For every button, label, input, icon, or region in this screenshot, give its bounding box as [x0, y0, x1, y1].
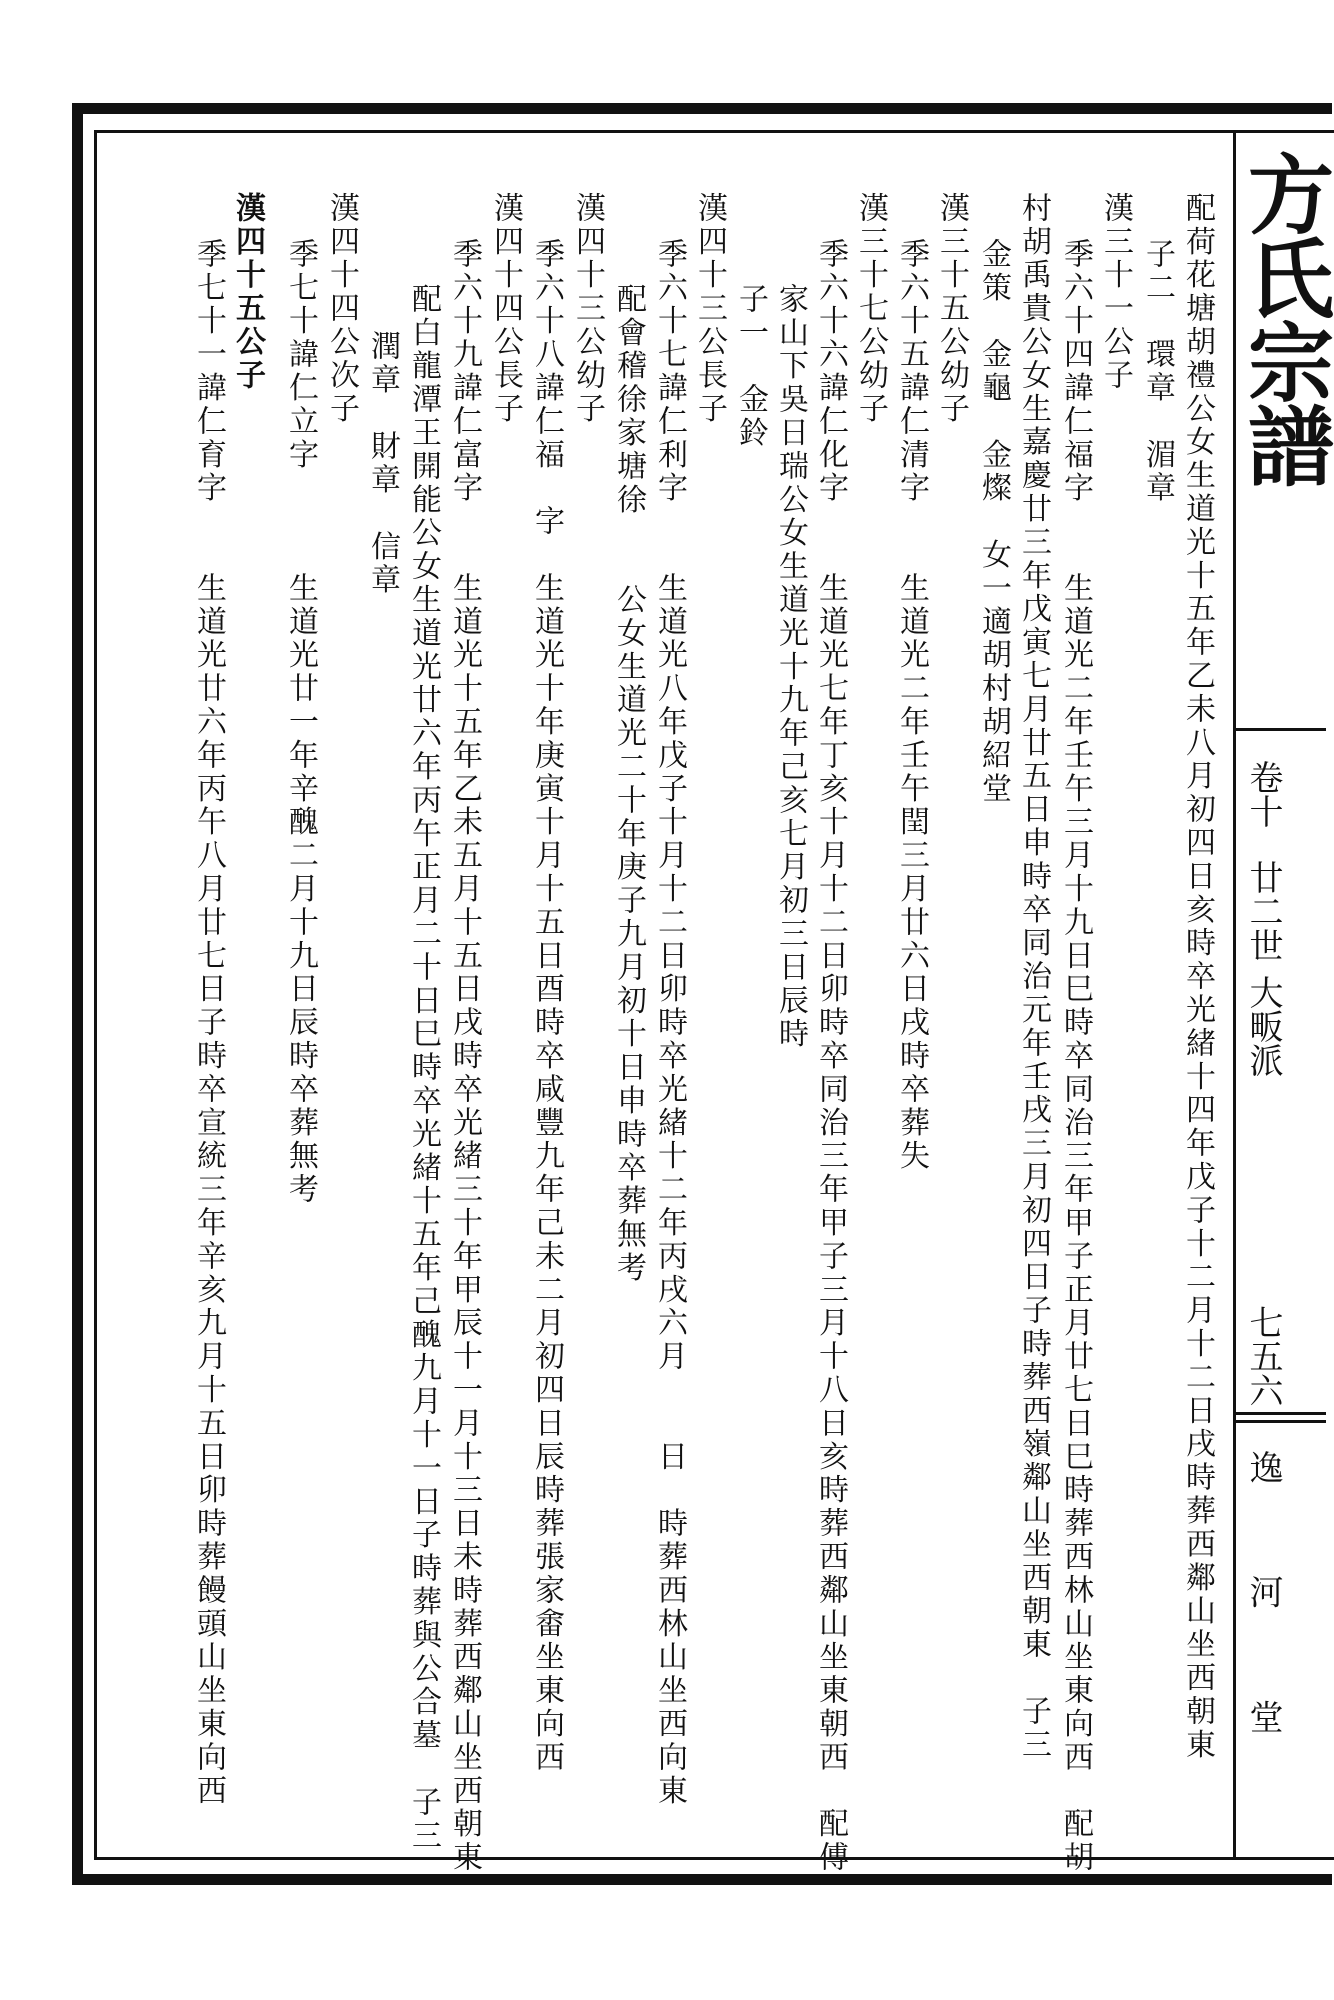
text-column: 漢四十五公子	[230, 192, 265, 393]
text-column: 季七十諱仁立字 生道光廿一年辛醜二月十九日辰時卒葬無考	[283, 238, 318, 1207]
volume-label: 卷十	[1243, 760, 1283, 828]
text-column: 漢四十三公幼子	[570, 192, 605, 426]
text-column: 季六十五諱仁清字 生道光二年壬午閏三月廿六日戌時卒葬失	[894, 238, 929, 1174]
text-column: 潤章 財章 信章	[365, 330, 400, 598]
text-column: 配白龍潭王開能公女生道光廿六年丙午正月二十日巳時卒光緒十五年己醜九月十一日子時葬與公合墓 子三	[406, 283, 441, 1853]
text-column: 漢三十七公幼子	[853, 192, 888, 426]
text-column: 配荷花塘胡禮公女生道光十五年乙未八月初四日亥時卒光緒十四年戊子十二月十二日戌時葬西鄰山坐西朝東	[1180, 192, 1215, 1762]
text-column: 村胡禹貴公女生嘉慶廿三年戊寅七月廿五日申時卒同治元年壬戌三月初四日子時葬西嶺鄰山坐西朝東 子三	[1016, 192, 1051, 1762]
text-column: 季六十六諱仁化字 生道光七年丁亥十月十二日卯時卒同治三年甲子三月十八日亥時葬西鄰山坐東朝西 配傅	[813, 238, 848, 1875]
text-column: 季六十七諱仁利字 生道光八年戊子十月十二日卯時卒光緒十二年丙戌六月 日 時葬西林山坐西向東	[652, 238, 687, 1808]
text-column: 漢四十三公長子	[692, 192, 727, 426]
text-column: 子二 環章 湄章	[1140, 238, 1175, 506]
text-column: 子一 金鈴	[733, 283, 768, 450]
text-column: 漢四十四公長子	[488, 192, 523, 426]
branch-label: 大畈派	[1243, 975, 1283, 1077]
text-column: 漢三十一公子	[1098, 192, 1133, 393]
page-number: 七五六	[1243, 1305, 1283, 1407]
strip-rule-top	[1236, 728, 1326, 731]
text-column: 漢四十四公次子	[324, 192, 359, 426]
text-column: 漢三十五公幼子	[934, 192, 969, 426]
text-column: 配會稽徐家塘徐 公女生道光二十年庚子九月初十日申時卒葬無考	[611, 283, 646, 1285]
text-column: 季七十一諱仁育字 生道光廿六年丙午八月廿七日子時卒宣統三年辛亥九月十五日卯時葬饅頭山坐東向西	[191, 238, 226, 1808]
text-column: 家山下吳日瑞公女生道光十九年己亥七月初三日辰時	[773, 283, 808, 1052]
text-column: 季六十四諱仁福字 生道光二年壬午三月十九日巳時卒同治三年甲子正月廿七日巳時葬西林山坐東向西 配胡	[1058, 238, 1093, 1875]
generation-label: 廿二世	[1243, 860, 1283, 962]
strip-rule-mid-2	[1236, 1420, 1326, 1423]
text-column: 季六十九諱仁富字 生道光十五年乙未五月十五日戌時卒光緒三十年甲辰十一月十三日未時葬西鄰山坐西朝東	[447, 238, 482, 1875]
strip-rule-mid-1	[1236, 1412, 1326, 1415]
hall-name: 逸 河 堂	[1243, 1450, 1283, 1774]
genealogy-title: 方氏宗譜	[1233, 150, 1334, 486]
text-column: 金策 金龜 金燦 女一適胡村胡紹堂	[976, 238, 1011, 806]
text-column: 季六十八諱仁福 字 生道光十年庚寅十月十五日酉時卒咸豐九年己未二月初四日辰時葬張家畬坐東向西	[529, 238, 564, 1775]
